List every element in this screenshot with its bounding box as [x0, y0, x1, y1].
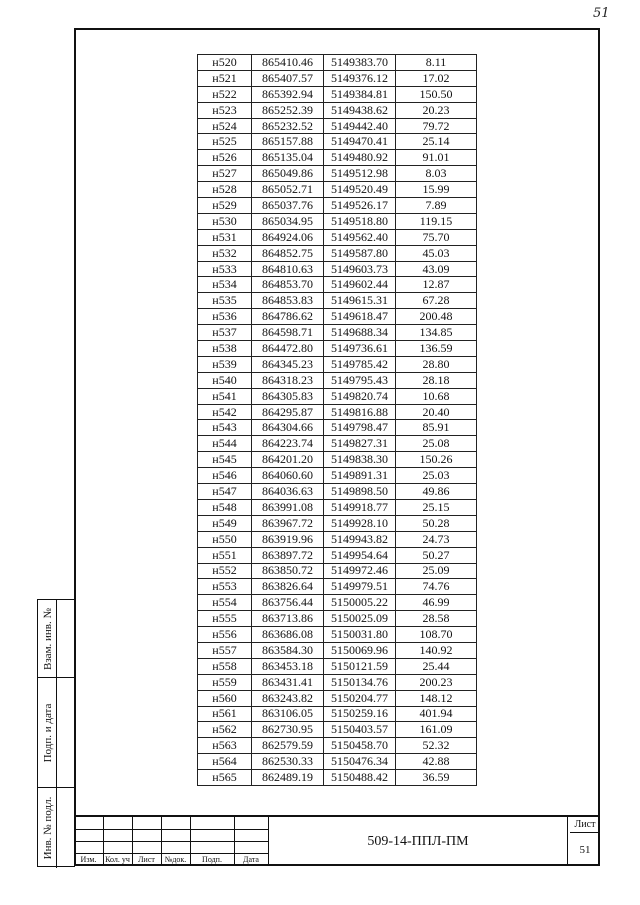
distance-cell: 134.85: [396, 325, 477, 341]
distance-cell: 8.03: [396, 166, 477, 182]
table-row: [198, 309, 477, 325]
y-coord-cell: 5149442.40: [324, 118, 396, 134]
distance-cell: 25.09: [396, 563, 477, 579]
distance-cell: 67.28: [396, 293, 477, 309]
y-coord-cell: 5150005.22: [324, 595, 396, 611]
x-coord-cell: 865037.76: [252, 198, 324, 214]
point-id-cell: н557: [198, 642, 252, 658]
table-row: [198, 484, 477, 500]
y-coord-cell: 5149438.62: [324, 102, 396, 118]
y-coord-cell: 5149943.82: [324, 531, 396, 547]
header-signature: Подп.: [202, 855, 222, 864]
table-row: [198, 388, 477, 404]
x-coord-cell: 864598.71: [252, 325, 324, 341]
table-row: [198, 468, 477, 484]
y-coord-cell: 5150488.42: [324, 770, 396, 786]
y-coord-cell: 5149376.12: [324, 70, 396, 86]
y-coord-cell: 5150069.96: [324, 642, 396, 658]
y-coord-cell: 5149972.46: [324, 563, 396, 579]
table-row: [198, 404, 477, 420]
x-coord-cell: 864924.06: [252, 229, 324, 245]
x-coord-cell: 865157.88: [252, 134, 324, 150]
y-coord-cell: 5150476.34: [324, 754, 396, 770]
table-row: [198, 55, 477, 71]
y-coord-cell: 5149891.31: [324, 468, 396, 484]
y-coord-cell: 5149383.70: [324, 55, 396, 71]
distance-cell: 45.03: [396, 245, 477, 261]
distance-cell: 150.26: [396, 452, 477, 468]
y-coord-cell: 5150458.70: [324, 738, 396, 754]
table-row: [198, 658, 477, 674]
table-row: [198, 754, 477, 770]
x-coord-cell: 862730.95: [252, 722, 324, 738]
y-coord-cell: 5149480.92: [324, 150, 396, 166]
y-coord-cell: 5149587.80: [324, 245, 396, 261]
x-coord-cell: 865392.94: [252, 86, 324, 102]
point-id-cell: н562: [198, 722, 252, 738]
point-id-cell: н560: [198, 690, 252, 706]
x-coord-cell: 862579.59: [252, 738, 324, 754]
distance-cell: 49.86: [396, 484, 477, 500]
distance-cell: 25.14: [396, 134, 477, 150]
x-coord-cell: 865232.52: [252, 118, 324, 134]
x-coord-cell: 864201.20: [252, 452, 324, 468]
y-coord-cell: 5150204.77: [324, 690, 396, 706]
header-sheet: Лист: [138, 855, 155, 864]
table-row: [198, 611, 477, 627]
x-coord-cell: 864810.63: [252, 261, 324, 277]
x-coord-cell: 864318.23: [252, 372, 324, 388]
x-coord-cell: 863756.44: [252, 595, 324, 611]
distance-cell: 91.01: [396, 150, 477, 166]
x-coord-cell: 862489.19: [252, 770, 324, 786]
table-row: [198, 722, 477, 738]
y-coord-cell: 5150403.57: [324, 722, 396, 738]
point-id-cell: н543: [198, 420, 252, 436]
point-id-cell: н522: [198, 86, 252, 102]
distance-cell: 15.99: [396, 182, 477, 198]
strip-cell-original-inv: [38, 788, 75, 868]
x-coord-cell: 864304.66: [252, 420, 324, 436]
point-id-cell: н529: [198, 198, 252, 214]
point-id-cell: н525: [198, 134, 252, 150]
header-doc-no: №док.: [164, 855, 187, 864]
table-row: [198, 198, 477, 214]
header-date: Дата: [243, 855, 259, 864]
table-row: [198, 531, 477, 547]
distance-cell: 150.50: [396, 86, 477, 102]
point-id-cell: н533: [198, 261, 252, 277]
handwritten-page-number: 51: [593, 6, 610, 21]
point-id-cell: н532: [198, 245, 252, 261]
point-id-cell: н559: [198, 674, 252, 690]
x-coord-cell: 864853.70: [252, 277, 324, 293]
table-row: [198, 420, 477, 436]
point-id-cell: н540: [198, 372, 252, 388]
point-id-cell: н539: [198, 356, 252, 372]
distance-cell: 17.02: [396, 70, 477, 86]
x-coord-cell: 864036.63: [252, 484, 324, 500]
distance-cell: 119.15: [396, 213, 477, 229]
x-coord-cell: 864472.80: [252, 341, 324, 357]
table-row: [198, 102, 477, 118]
table-row: [198, 642, 477, 658]
table-row: [198, 261, 477, 277]
table-row: [198, 118, 477, 134]
y-coord-cell: 5149898.50: [324, 484, 396, 500]
table-row: [198, 293, 477, 309]
point-id-cell: н526: [198, 150, 252, 166]
revision-grid: [74, 817, 268, 866]
y-coord-cell: 5149602.44: [324, 277, 396, 293]
distance-cell: 136.59: [396, 341, 477, 357]
distance-cell: 140.92: [396, 642, 477, 658]
x-coord-cell: 864345.23: [252, 356, 324, 372]
distance-cell: 36.59: [396, 770, 477, 786]
table-row: [198, 706, 477, 722]
strip-label-sign-date: Подп. и дата: [41, 703, 54, 762]
x-coord-cell: 864786.62: [252, 309, 324, 325]
table-row: [198, 452, 477, 468]
coordinates-table: [197, 54, 477, 786]
table-row: [198, 245, 477, 261]
x-coord-cell: 864223.74: [252, 436, 324, 452]
distance-cell: 401.94: [396, 706, 477, 722]
left-approval-strip: [37, 599, 75, 867]
x-coord-cell: 863431.41: [252, 674, 324, 690]
y-coord-cell: 5149928.10: [324, 515, 396, 531]
x-coord-cell: 865135.04: [252, 150, 324, 166]
table-row: [198, 499, 477, 515]
point-id-cell: н534: [198, 277, 252, 293]
table-row: [198, 547, 477, 563]
table-row: [198, 134, 477, 150]
strip-label-replaced-inv: Взам. инв. №: [41, 607, 54, 670]
distance-cell: 25.03: [396, 468, 477, 484]
distance-cell: 74.76: [396, 579, 477, 595]
point-id-cell: н546: [198, 468, 252, 484]
point-id-cell: н551: [198, 547, 252, 563]
x-coord-cell: 865252.39: [252, 102, 324, 118]
x-coord-cell: 863453.18: [252, 658, 324, 674]
point-id-cell: н558: [198, 658, 252, 674]
point-id-cell: н552: [198, 563, 252, 579]
header-change: Изм.: [80, 855, 97, 864]
sheet-box: [570, 817, 600, 866]
y-coord-cell: 5149470.41: [324, 134, 396, 150]
point-id-cell: н565: [198, 770, 252, 786]
y-coord-cell: 5150134.76: [324, 674, 396, 690]
y-coord-cell: 5149820.74: [324, 388, 396, 404]
y-coord-cell: 5149795.43: [324, 372, 396, 388]
y-coord-cell: 5149838.30: [324, 452, 396, 468]
table-row: [198, 595, 477, 611]
x-coord-cell: 863584.30: [252, 642, 324, 658]
x-coord-cell: 863713.86: [252, 611, 324, 627]
table-row: [198, 690, 477, 706]
x-coord-cell: 862530.33: [252, 754, 324, 770]
point-id-cell: н549: [198, 515, 252, 531]
distance-cell: 7.89: [396, 198, 477, 214]
y-coord-cell: 5150025.09: [324, 611, 396, 627]
x-coord-cell: 864060.60: [252, 468, 324, 484]
x-coord-cell: 865410.46: [252, 55, 324, 71]
table-row: [198, 150, 477, 166]
y-coord-cell: 5149603.73: [324, 261, 396, 277]
distance-cell: 200.23: [396, 674, 477, 690]
y-coord-cell: 5149785.42: [324, 356, 396, 372]
x-coord-cell: 863991.08: [252, 499, 324, 515]
distance-cell: 25.08: [396, 436, 477, 452]
y-coord-cell: 5150121.59: [324, 658, 396, 674]
table-row: [198, 166, 477, 182]
coordinates-table-body: [198, 55, 477, 786]
point-id-cell: н542: [198, 404, 252, 420]
table-row: [198, 70, 477, 86]
table-row: [198, 372, 477, 388]
point-id-cell: н530: [198, 213, 252, 229]
distance-cell: 10.68: [396, 388, 477, 404]
y-coord-cell: 5149736.61: [324, 341, 396, 357]
sheet-number: 51: [579, 844, 591, 856]
x-coord-cell: 865049.86: [252, 166, 324, 182]
x-coord-cell: 863826.64: [252, 579, 324, 595]
point-id-cell: н528: [198, 182, 252, 198]
point-id-cell: н537: [198, 325, 252, 341]
header-count: Кол. уч: [105, 855, 130, 864]
x-coord-cell: 864852.75: [252, 245, 324, 261]
distance-cell: 20.40: [396, 404, 477, 420]
distance-cell: 43.09: [396, 261, 477, 277]
title-block: [74, 815, 600, 866]
point-id-cell: н561: [198, 706, 252, 722]
x-coord-cell: 863686.08: [252, 627, 324, 643]
strip-cell-replaced-inv: [38, 600, 75, 678]
y-coord-cell: 5149798.47: [324, 420, 396, 436]
distance-cell: 52.32: [396, 738, 477, 754]
y-coord-cell: 5149827.31: [324, 436, 396, 452]
distance-cell: 46.99: [396, 595, 477, 611]
y-coord-cell: 5149979.51: [324, 579, 396, 595]
x-coord-cell: 865407.57: [252, 70, 324, 86]
y-coord-cell: 5149518.80: [324, 213, 396, 229]
table-row: [198, 325, 477, 341]
point-id-cell: н531: [198, 229, 252, 245]
y-coord-cell: 5149918.77: [324, 499, 396, 515]
point-id-cell: н563: [198, 738, 252, 754]
point-id-cell: н521: [198, 70, 252, 86]
x-coord-cell: 865034.95: [252, 213, 324, 229]
table-row: [198, 770, 477, 786]
y-coord-cell: 5149615.31: [324, 293, 396, 309]
table-row: [198, 213, 477, 229]
distance-cell: 25.15: [396, 499, 477, 515]
distance-cell: 28.18: [396, 372, 477, 388]
point-id-cell: н544: [198, 436, 252, 452]
x-coord-cell: 863967.72: [252, 515, 324, 531]
point-id-cell: н527: [198, 166, 252, 182]
distance-cell: 8.11: [396, 55, 477, 71]
point-id-cell: н550: [198, 531, 252, 547]
y-coord-cell: 5150031.80: [324, 627, 396, 643]
table-row: [198, 182, 477, 198]
distance-cell: 200.48: [396, 309, 477, 325]
table-row: [198, 436, 477, 452]
point-id-cell: н536: [198, 309, 252, 325]
point-id-cell: н554: [198, 595, 252, 611]
distance-cell: 79.72: [396, 118, 477, 134]
point-id-cell: н538: [198, 341, 252, 357]
y-coord-cell: 5149954.64: [324, 547, 396, 563]
table-row: [198, 627, 477, 643]
x-coord-cell: 864853.83: [252, 293, 324, 309]
distance-cell: 108.70: [396, 627, 477, 643]
document-code: 509-14-ППЛ-ПМ: [268, 817, 568, 866]
distance-cell: 42.88: [396, 754, 477, 770]
distance-cell: 50.27: [396, 547, 477, 563]
distance-cell: 28.58: [396, 611, 477, 627]
x-coord-cell: 863850.72: [252, 563, 324, 579]
point-id-cell: н545: [198, 452, 252, 468]
distance-cell: 148.12: [396, 690, 477, 706]
table-row: [198, 563, 477, 579]
y-coord-cell: 5149816.88: [324, 404, 396, 420]
y-coord-cell: 5149384.81: [324, 86, 396, 102]
table-row: [198, 229, 477, 245]
table-row: [198, 515, 477, 531]
distance-cell: 161.09: [396, 722, 477, 738]
x-coord-cell: 864295.87: [252, 404, 324, 420]
point-id-cell: н524: [198, 118, 252, 134]
x-coord-cell: 864305.83: [252, 388, 324, 404]
y-coord-cell: 5149562.40: [324, 229, 396, 245]
table-row: [198, 277, 477, 293]
x-coord-cell: 865052.71: [252, 182, 324, 198]
distance-cell: 12.87: [396, 277, 477, 293]
x-coord-cell: 863243.82: [252, 690, 324, 706]
point-id-cell: н555: [198, 611, 252, 627]
y-coord-cell: 5149688.34: [324, 325, 396, 341]
distance-cell: 25.44: [396, 658, 477, 674]
y-coord-cell: 5149512.98: [324, 166, 396, 182]
point-id-cell: н553: [198, 579, 252, 595]
distance-cell: 24.73: [396, 531, 477, 547]
x-coord-cell: 863106.05: [252, 706, 324, 722]
point-id-cell: н520: [198, 55, 252, 71]
strip-cell-sign-date: [38, 678, 75, 788]
point-id-cell: н535: [198, 293, 252, 309]
x-coord-cell: 863919.96: [252, 531, 324, 547]
distance-cell: 20.23: [396, 102, 477, 118]
y-coord-cell: 5150259.16: [324, 706, 396, 722]
table-row: [198, 86, 477, 102]
x-coord-cell: 863897.72: [252, 547, 324, 563]
y-coord-cell: 5149526.17: [324, 198, 396, 214]
distance-cell: 75.70: [396, 229, 477, 245]
table-row: [198, 356, 477, 372]
table-row: [198, 674, 477, 690]
point-id-cell: н564: [198, 754, 252, 770]
point-id-cell: н523: [198, 102, 252, 118]
y-coord-cell: 5149520.49: [324, 182, 396, 198]
point-id-cell: н541: [198, 388, 252, 404]
table-row: [198, 738, 477, 754]
distance-cell: 85.91: [396, 420, 477, 436]
distance-cell: 50.28: [396, 515, 477, 531]
y-coord-cell: 5149618.47: [324, 309, 396, 325]
point-id-cell: н548: [198, 499, 252, 515]
table-row: [198, 341, 477, 357]
sheet-label: Лист: [570, 817, 600, 833]
strip-label-original-inv: Инв. № подл.: [41, 796, 54, 860]
distance-cell: 28.80: [396, 356, 477, 372]
table-row: [198, 579, 477, 595]
point-id-cell: н556: [198, 627, 252, 643]
point-id-cell: н547: [198, 484, 252, 500]
